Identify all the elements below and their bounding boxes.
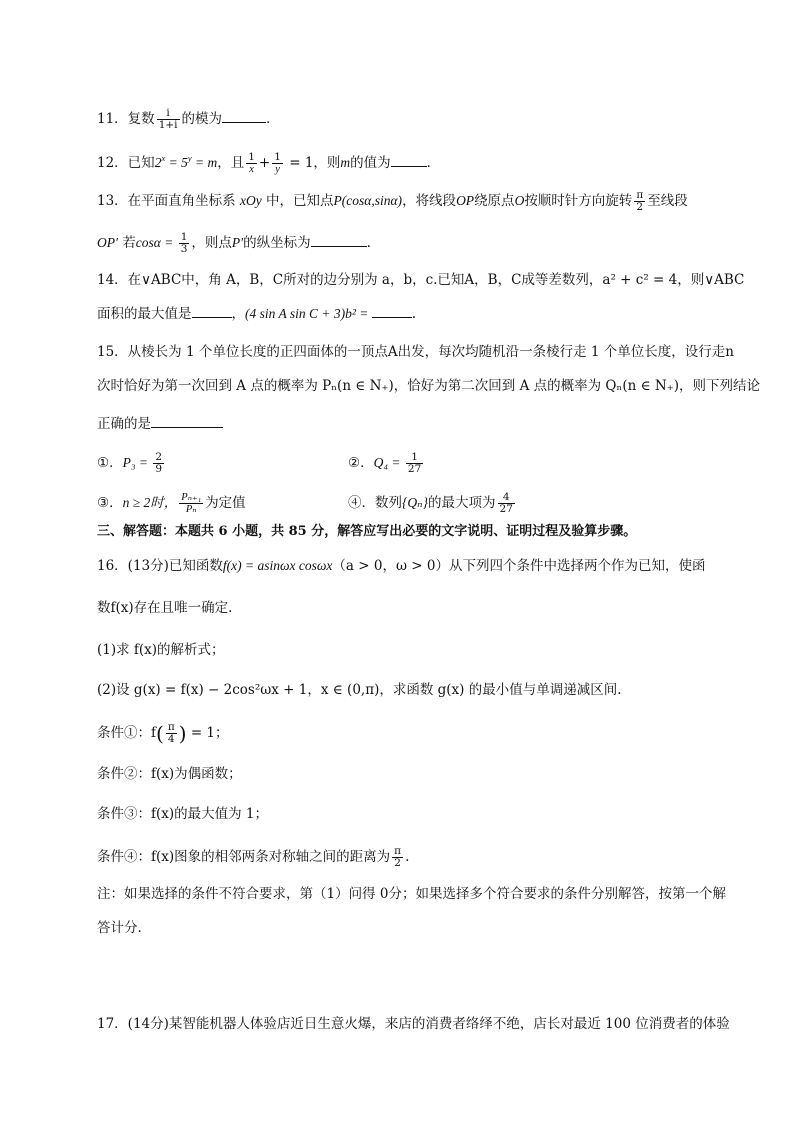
- cond4-n: π: [394, 845, 402, 857]
- question-12: [97, 148, 440, 175]
- q13-op: OP: [456, 193, 475, 208]
- q16-a: 16．(13分)已知函数: [97, 558, 223, 574]
- q12-frac2: [272, 152, 283, 175]
- q15-opt4-seq: {Qₙ}: [402, 495, 429, 510]
- cond1-lparen: (: [156, 721, 164, 746]
- question-15-line3: [97, 414, 223, 434]
- q14-blank2: [372, 305, 412, 318]
- question-15-line2: 次时恰好为第一次回到 A 点的概率为 Pₙ(n ∈ N₊)，恰好为第二次回到 A 点的概率为 Qₙ(n ∈ N₊)，则下列结论: [97, 378, 761, 394]
- q13-e: 按顺时针方向旋转: [524, 193, 633, 209]
- cond1-frac: [166, 722, 177, 745]
- q16-func: f(x) = asinωx cosωx: [222, 558, 333, 573]
- q15-opt3-num: ③．: [97, 495, 123, 511]
- q15-opt1-text: P₃ =: [122, 455, 152, 470]
- question-13-line2: [97, 232, 371, 255]
- q11-end: ．: [266, 111, 280, 127]
- q13-b: 中，已知点: [266, 193, 334, 209]
- q12-post2: 的值为: [350, 155, 391, 171]
- cond1-a: 条件①：f: [97, 725, 156, 741]
- q11-frac-den: 1+i: [158, 119, 178, 131]
- cond1-rparen: ): [178, 721, 187, 746]
- q15-opt4-n: 4: [498, 492, 515, 504]
- cond4-b: .: [405, 849, 410, 865]
- q12-f1d: x: [249, 164, 254, 175]
- q13-point: P(cosα,sinα): [333, 193, 403, 208]
- q12-post: ，则: [313, 155, 341, 171]
- cond4-frac: [392, 846, 403, 869]
- q12-f1n: 1: [248, 151, 255, 163]
- q15-opt2-text: Q₄ =: [373, 455, 404, 470]
- cond4-d: 2: [394, 857, 401, 869]
- q13-frac: [634, 190, 645, 213]
- q15-opt1-d: 9: [155, 463, 163, 475]
- q15-option-3: [97, 492, 246, 515]
- q15-option-2: [348, 452, 425, 475]
- q12-eq3: = m: [191, 155, 218, 170]
- cond1-n: π: [167, 721, 175, 733]
- q12-m: m: [340, 155, 351, 170]
- q15-opt3-text: n ≥ 2时，: [122, 495, 178, 510]
- q11-post: 的模为: [181, 111, 223, 127]
- condition-1: [97, 722, 229, 745]
- q13-frac2: [179, 232, 190, 255]
- q15-line3-text: 正确的是: [97, 416, 151, 432]
- q13-o: O: [514, 193, 525, 208]
- q13-cd: 3: [180, 243, 188, 255]
- q15-opt2-n: 1: [406, 452, 423, 464]
- q15-opt3-d: Pₙ: [185, 504, 197, 515]
- q15-opt4-text: 的最大项为: [428, 495, 496, 511]
- q13-end: .: [366, 235, 371, 251]
- q15-option-4: [348, 492, 517, 515]
- q15-opt2-num: ②．: [348, 455, 374, 471]
- q16-b: （a > 0，ω > 0）从下列四个条件中选择两个作为已知，使函: [332, 558, 706, 574]
- q14-expr: (4 sin A sin C + 3)b² =: [245, 306, 372, 321]
- q15-opt1-frac: [153, 452, 164, 475]
- question-16-line2: 数f(x)存在且唯一确定.: [97, 600, 233, 616]
- q13-c: ，将线段: [402, 193, 457, 209]
- q12-f2n: 1: [274, 151, 281, 163]
- note-line1: 注：如果选择的条件不符合要求，第（1）问得 0分；如果选择多个符合要求的条件分别解答，按第一个解: [97, 886, 726, 902]
- q11-fraction: [157, 108, 180, 131]
- q14-a: 面积的最大值是: [97, 306, 192, 322]
- q13-cos: cosα =: [135, 235, 177, 250]
- question-17-line1: 17．(14分)某智能机器人体验店近日生意火爆，来店的消费者络绎不绝，店长对最近 100 位消费者的体验: [97, 1016, 730, 1032]
- question-11: [97, 108, 280, 131]
- note-line2: 答计分.: [97, 920, 142, 936]
- q13-d: 绕原点: [474, 193, 515, 209]
- q13-pp: P′: [231, 235, 244, 250]
- q15-opt1-n: 2: [155, 451, 163, 463]
- q12-f2d: y: [275, 164, 280, 175]
- cond1-b: = 1；: [186, 725, 229, 741]
- q13-opp: OP′: [97, 235, 118, 250]
- q15-opt1-num: ①．: [97, 455, 123, 471]
- q12-mid: ，且: [217, 155, 245, 171]
- q12-frac1: [246, 152, 257, 175]
- q13-f: 至线段: [647, 193, 688, 209]
- q13-h: ，则点: [191, 235, 232, 251]
- cond1-d: 4: [167, 733, 175, 745]
- q12-exp1: x: [161, 153, 166, 163]
- q13-cn: 1: [180, 231, 188, 243]
- q12-end: ．: [426, 155, 441, 171]
- q13-xoy: xOy: [239, 193, 262, 208]
- question-16-line1: [97, 556, 705, 576]
- q12-eq4: = 1: [284, 155, 314, 171]
- section-3-heading: 三、解答题：本题共 6 小题，共 85 分，解答应写出必要的文字说明、证明过程及验算步骤。: [97, 524, 637, 539]
- cond4-a: 条件④：f(x)图象的相邻两条对称轴之间的距离为: [97, 849, 391, 865]
- question-15-line1: 15．从棱长为 1 个单位长度的正四面体的一顶点A出发，每次均随机沿一条棱行走 1 个单位长度，设行走n: [97, 344, 734, 360]
- q15-option-1: [97, 452, 166, 475]
- q15-blank: [151, 415, 223, 428]
- condition-3: 条件③：f(x)的最大值为 1；: [97, 806, 269, 822]
- condition-4: [97, 846, 409, 869]
- q13-g: 若: [122, 235, 136, 251]
- q11-blank: [222, 110, 266, 123]
- q15-opt3-tail: 为定值: [205, 495, 246, 511]
- q11-frac-num: i: [157, 108, 180, 120]
- question-16-part2: (2)设 g(x) = f(x) − 2cos²ωx + 1，x ∈ (0,π)，求函数 g(x) 的最小值与单调递减区间.: [97, 682, 622, 698]
- question-13-line1: [97, 190, 688, 213]
- question-14-line1: 14．在∨ABC中，角 A，B，C所对的边分别为 a，b，c.已知A，B，C成等差数列，a² + c² = 4，则∨ABC: [97, 272, 745, 288]
- q15-opt4-num: ④．数列: [348, 495, 402, 511]
- q13-fd: 2: [636, 201, 644, 213]
- q13-a: 13．在平面直角坐标系: [97, 193, 236, 209]
- q11-text: 11．复数: [97, 111, 155, 127]
- q12-eq1: 2: [154, 155, 162, 170]
- q14-end: .: [411, 306, 417, 322]
- q15-opt3-n: Pₙ₊₁: [181, 492, 202, 503]
- q12-plus: +: [258, 155, 271, 171]
- condition-2: 条件②：f(x)为偶函数；: [97, 766, 242, 782]
- q12-exp2: y: [187, 153, 192, 163]
- q13-blank: [311, 234, 367, 247]
- q12-text: 12．已知: [97, 155, 155, 171]
- question-16-part1: (1)求 f(x)的解析式；: [97, 642, 225, 658]
- q15-opt4-d: 27: [499, 503, 513, 515]
- q15-opt2-frac: [406, 452, 423, 475]
- q15-opt4-frac: [498, 492, 515, 515]
- q14-b: ，: [231, 306, 245, 322]
- q13-fn: π: [636, 189, 644, 201]
- q12-blank: [391, 154, 427, 167]
- question-14-line2: [97, 304, 416, 324]
- q13-i: 的纵坐标为: [243, 235, 311, 251]
- q15-opt2-d: 27: [407, 463, 422, 475]
- q12-eq2: = 5: [165, 155, 188, 170]
- q15-opt3-frac: [179, 492, 203, 515]
- q14-blank1: [192, 305, 232, 318]
